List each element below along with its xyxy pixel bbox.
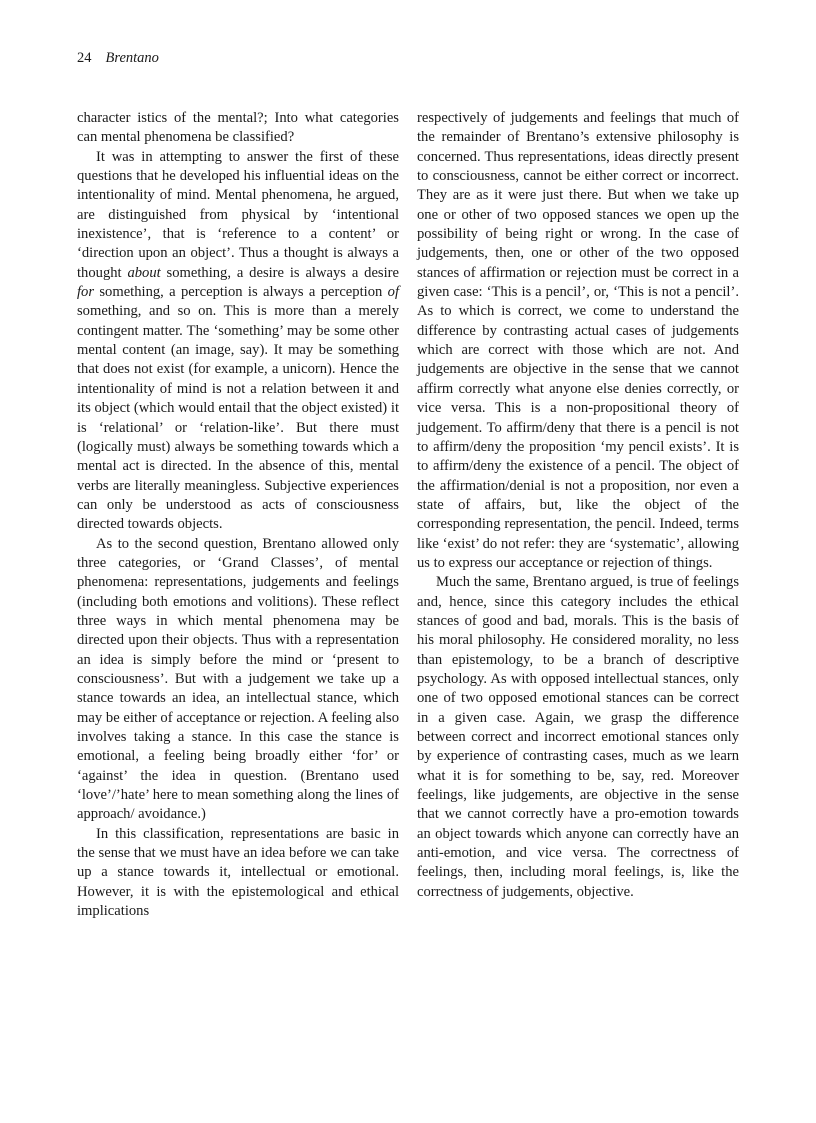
emphasis: for bbox=[77, 284, 95, 301]
paragraph: respectively of judgements and feelings that much of the remainder of Brentano’s extensive philosophy is concerned. Thus representations, ideas directly present to consciousness, cannot be either correct or incorrect. They are as it were just there. But when we take up one or other of two opposed stances we open up the possibility of being right or wrong. In the case of judgements, then, one or other of the two opposed stances of affirmation or rejection must be correct in a given case: ‘This is a pencil’, or, ‘This is not a pencil’. As to which is correct, we come to understand the difference by contrasting actual cases of judgements which are correct with those which are not. And judgements are objective in the sense that we cannot affirm correctly what anyone else denies correctly, or vice versa. This is a non-propositional theory of judgement. To affirm/deny that there is a pencil is not to affirm/deny the proposition ‘my pencil exists’. It is to affirm/deny the existence of a pencil. The object of the affirmation/denial is not a proposition, nor even a state of affairs, but, like the object of the corresponding representation, the pencil. Indeed, terms like ‘exist’ do not refer: they are ‘systematic’, allowing us to express our acceptance or rejection of things. bbox=[417, 110, 739, 571]
page-number: 24 bbox=[77, 50, 92, 66]
paragraph: character istics of the mental?; Into what categories can mental phenomena be classified? bbox=[77, 110, 399, 146]
column-right bbox=[417, 109, 739, 921]
paragraph: Much the same, Brentano argued, is true of feelings and, hence, since this category includes the ethical stances of good and bad, morals. This is the basis of his moral philosophy. He considered morality, no less than epistemology, to be a branch of descriptive psychology. As with opposed intellectual stances, only one of two opposed emotional stances can be correct in a given case. Again, we grasp the difference between correct and incorrect emotional stances only by experience of contrasting cases, much as we learn what it is for something to be, say, red. Moreover feelings, like judgements, are objective in the sense that we cannot correctly have a pro-emotion towards an object towards which anyone can correctly have an anti-emotion, and vice versa. The correctness of feelings, then, including moral feelings, is, like the correctness of judgements, objective. bbox=[417, 574, 739, 900]
emphasis: about bbox=[127, 264, 161, 281]
column-left bbox=[77, 109, 399, 921]
running-head bbox=[77, 50, 159, 67]
emphasis: of bbox=[387, 284, 399, 301]
paragraph: As to the second question, Brentano allowed only three categories, or ‘Grand Classes’, of mental phenomena: representations, judgements and feelings (including both emotions and volitions). These reflect three ways in which mental phenomena may be directed upon their objects. Thus with a representation an idea is simply before the mind or ‘present to consciousness’. But with a judgement we take up a stance towards an idea, an intellectual stance, which may be either of acceptance or rejection. A feeling also involves taking a stance. In this case the stance is emotional, a feeling being broadly either ‘for’ or ‘against’ the idea in question. (Brentano used ‘love’/’hate’ here to mean something along the lines of approach/ avoidance.) bbox=[77, 535, 399, 823]
body-columns bbox=[77, 109, 740, 921]
running-head-title: Brentano bbox=[105, 50, 159, 66]
paragraph: In this classification, representations are basic in the sense that we must have an idea before we can take up a stance towards it, intellectual or emotional. However, it is with the epistemological and ethical implications bbox=[77, 825, 399, 920]
paragraph: It was in attempting to answer the first of these questions that he developed his influential ideas on the intentionality of mind. Mental phenomena, he argued, are distinguished from physical by ‘intentional inexistence’, that is ‘reference to a content’ or ‘direction upon an object’. Thus a thought is always a thought about something, a desire is always a desire for something, a perception is always a perception of something, and so on. This is more than a merely contingent matter. The ‘something’ may be some other mental content (an image, say). It may be something that does not exist (for example, a unicorn). Hence the intentionality of mind is not a relation between it and its object (which would entail that the object existed) it is ‘relational’ or ‘relation-like’. But there must (logically must) always be something towards which a mental act is directed. In the absence of this, mental verbs are literally meaningless. Subjective experiences can only be understood as acts of consciousness directed towards objects. bbox=[77, 148, 399, 533]
